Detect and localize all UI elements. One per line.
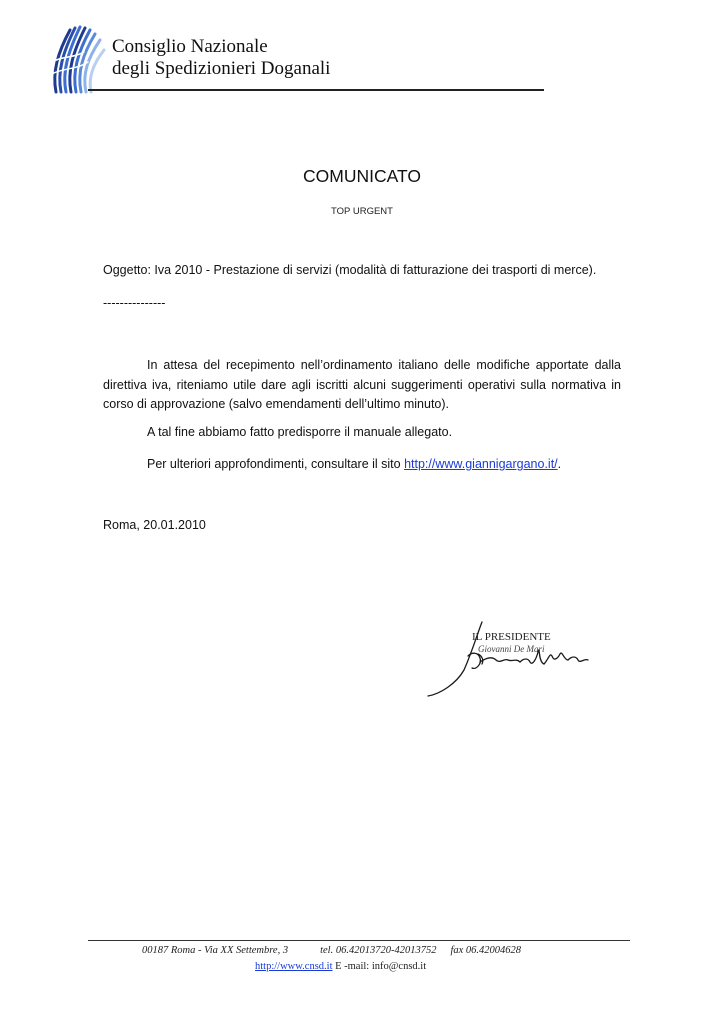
paragraph-1-line-1: In attesa del recepimento nell’ordinamento italiano delle modifiche apportate dalla (147, 358, 621, 372)
subject-line: Oggetto: Iva 2010 - Prestazione di servizi (modalità di fatturazione dei trasporti di merce). (103, 263, 597, 277)
organization-name-line2: degli Spedizionieri Doganali (112, 58, 331, 79)
footer-fax: fax 06.42004628 (450, 945, 522, 956)
website-link[interactable]: http://www.giannigargano.it/ (404, 457, 558, 471)
paragraph-1-line-2: direttiva iva, riteniamo utile dare agli iscritti alcuni suggerimenti operativi sulla normativa in (103, 377, 621, 392)
header-divider (88, 89, 544, 91)
footer-website-link[interactable]: http://www.cnsd.it (255, 961, 333, 972)
footer-web-line (255, 961, 426, 972)
organization-name-line1: Consiglio Nazionale (112, 36, 268, 57)
footer-contact-line (142, 945, 521, 956)
document-title: COMUNICATO (303, 166, 421, 186)
cnsd-logo-icon (48, 22, 108, 94)
body-paragraph-2: A tal fine abbiamo fatto predisporre il manuale allegato. (147, 425, 453, 439)
document-date: Roma, 20.01.2010 (103, 518, 206, 532)
signatory-name: Giovanni De Mari (478, 644, 545, 654)
paragraph-3-suffix: . (557, 457, 562, 471)
footer-divider (88, 940, 630, 941)
paragraph-1-line-3: corso di approvazione (salvo emendamenti dell’ultimo minuto). (103, 397, 450, 411)
paragraph-3-text: Per ulteriori approfondimenti, consultare il sito (147, 457, 405, 471)
body-paragraph-1 (103, 356, 621, 415)
handwritten-signature (420, 612, 600, 702)
footer-email: E -mail: info@cnsd.it (332, 961, 427, 972)
separator-dashes: --------------- (103, 296, 166, 310)
signatory-title: IL PRESIDENTE (472, 631, 551, 643)
footer-address: 00187 Roma - Via XX Settembre, 3 (142, 945, 289, 956)
body-paragraph-3 (147, 457, 561, 471)
footer-tel: tel. 06.42013720-42013752 (320, 945, 437, 956)
document-subtitle: TOP URGENT (331, 206, 393, 217)
